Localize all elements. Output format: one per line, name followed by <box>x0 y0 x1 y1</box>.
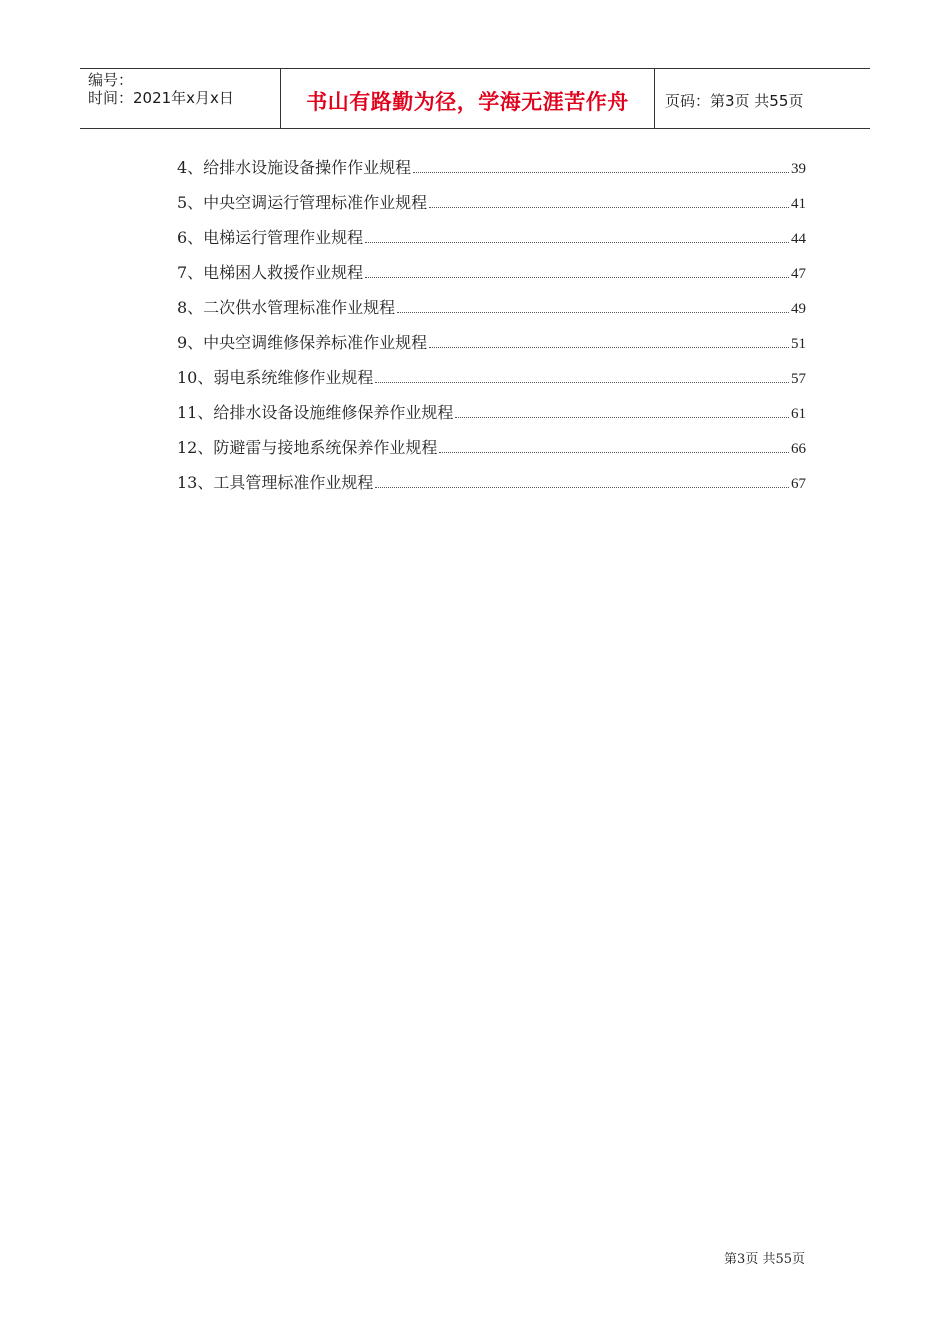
toc-leader-dots <box>375 381 789 383</box>
toc-leader-dots <box>455 416 789 418</box>
document-header <box>80 68 870 129</box>
toc-entry-title: 13、工具管理标准作业规程 <box>177 473 374 492</box>
toc-entry-page: 67 <box>791 476 806 492</box>
toc-entry-page: 61 <box>791 406 806 422</box>
toc-entry-page: 39 <box>791 161 806 177</box>
toc-entry[interactable] <box>177 155 806 190</box>
toc-entry-title: 5、中央空调运行管理标准作业规程 <box>177 193 428 212</box>
toc-leader-dots <box>413 171 789 173</box>
toc-entry-title: 6、电梯运行管理作业规程 <box>177 228 364 247</box>
toc-leader-dots <box>439 451 789 453</box>
toc-leader-dots <box>429 346 789 348</box>
footer-page-number: 第3页 共55页 <box>724 1252 805 1267</box>
toc-entry-title: 12、防避雷与接地系统保养作业规程 <box>177 438 438 457</box>
header-meta-cell <box>80 69 281 128</box>
toc-entry-page: 66 <box>791 441 806 457</box>
toc-leader-dots <box>365 241 789 243</box>
table-of-contents <box>177 155 806 505</box>
toc-entry-page: 49 <box>791 301 806 317</box>
toc-leader-dots <box>365 276 789 278</box>
toc-entry-page: 57 <box>791 371 806 387</box>
toc-entry[interactable] <box>177 260 806 295</box>
toc-leader-dots <box>397 311 789 313</box>
header-page-cell <box>655 69 870 128</box>
toc-entry[interactable] <box>177 365 806 400</box>
toc-entry[interactable] <box>177 190 806 225</box>
toc-entry-title: 7、电梯困人救援作业规程 <box>177 263 364 282</box>
header-page-info: 页码：第3页 共55页 <box>665 92 804 110</box>
page-footer <box>724 1248 805 1267</box>
toc-leader-dots <box>429 206 789 208</box>
toc-entry[interactable] <box>177 330 806 365</box>
document-number-label: 编号： <box>88 71 134 89</box>
toc-entry-title: 8、二次供水管理标准作业规程 <box>177 298 396 317</box>
toc-entry[interactable] <box>177 435 806 470</box>
toc-entry-title: 10、弱电系统维修作业规程 <box>177 368 374 387</box>
toc-entry-page: 41 <box>791 196 806 212</box>
header-motto-cell <box>281 69 655 128</box>
toc-entry[interactable] <box>177 470 806 505</box>
toc-entry-title: 11、给排水设备设施维修保养作业规程 <box>177 403 454 422</box>
toc-entry[interactable] <box>177 225 806 260</box>
toc-entry-page: 51 <box>791 336 806 352</box>
toc-entry[interactable] <box>177 295 806 330</box>
document-time-label: 时间：2021年x月x日 <box>88 89 234 107</box>
toc-entry-page: 47 <box>791 266 806 282</box>
toc-entry-title: 4、给排水设施设备操作作业规程 <box>177 158 412 177</box>
header-motto: 书山有路勤为径，学海无涯苦作舟 <box>306 89 629 114</box>
toc-entry-page: 44 <box>791 231 806 247</box>
toc-leader-dots <box>375 486 789 488</box>
toc-entry-title: 9、中央空调维修保养标准作业规程 <box>177 333 428 352</box>
toc-entry[interactable] <box>177 400 806 435</box>
